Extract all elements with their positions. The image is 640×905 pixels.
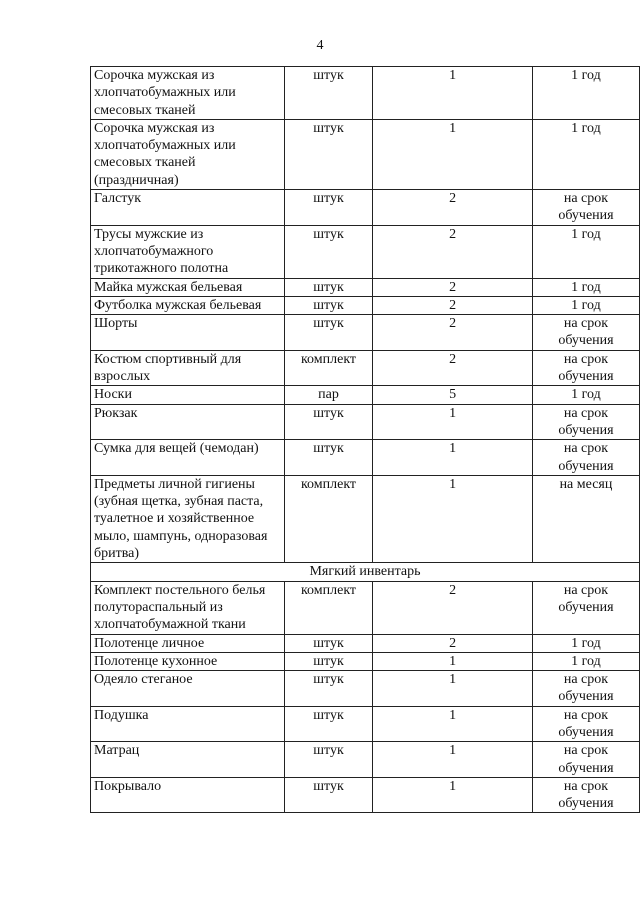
section-heading: Мягкий инвентарь xyxy=(91,563,640,581)
item-name: Сумка для вещей (чемодан) xyxy=(91,440,285,476)
item-unit: штук xyxy=(284,278,373,296)
item-term: 1 год xyxy=(532,225,639,278)
item-term: на срок обучения xyxy=(532,440,639,476)
item-name: Одеяло стеганое xyxy=(91,671,285,707)
table-row xyxy=(91,296,640,314)
item-term: на срок обучения xyxy=(532,706,639,742)
item-quantity: 1 xyxy=(373,652,532,670)
item-unit: пар xyxy=(284,386,373,404)
item-term: 1 год xyxy=(532,652,639,670)
item-term: на срок обучения xyxy=(532,777,639,813)
item-name: Майка мужская бельевая xyxy=(91,278,285,296)
item-name: Носки xyxy=(91,386,285,404)
item-term: на срок обучения xyxy=(532,404,639,440)
table-row xyxy=(91,652,640,670)
item-term: 1 год xyxy=(532,296,639,314)
item-name: Комплект постельного белья полутораспальный из хлопчатобумажной ткани xyxy=(91,581,285,634)
section-row xyxy=(91,563,640,581)
item-term: на срок обучения xyxy=(532,315,639,351)
item-name: Матрац xyxy=(91,742,285,778)
item-term: 1 год xyxy=(532,119,639,189)
item-unit: штук xyxy=(284,634,373,652)
item-quantity: 2 xyxy=(373,315,532,351)
item-name: Сорочка мужская из хлопчатобумажных или смесовых тканей (праздничная) xyxy=(91,119,285,189)
table-row xyxy=(91,225,640,278)
item-quantity: 1 xyxy=(373,440,532,476)
item-quantity: 1 xyxy=(373,671,532,707)
item-quantity: 2 xyxy=(373,581,532,634)
item-name: Костюм спортивный для взрослых xyxy=(91,350,285,386)
item-unit: штук xyxy=(284,404,373,440)
item-quantity: 2 xyxy=(373,278,532,296)
item-term: 1 год xyxy=(532,386,639,404)
item-unit: комплект xyxy=(284,350,373,386)
item-name: Галстук xyxy=(91,190,285,226)
item-name: Покрывало xyxy=(91,777,285,813)
item-unit: штук xyxy=(284,671,373,707)
item-name: Полотенце личное xyxy=(91,634,285,652)
item-unit: штук xyxy=(284,706,373,742)
item-name: Шорты xyxy=(91,315,285,351)
item-quantity: 2 xyxy=(373,190,532,226)
item-unit: штук xyxy=(284,67,373,120)
item-name: Рюкзак xyxy=(91,404,285,440)
item-unit: штук xyxy=(284,440,373,476)
item-unit: штук xyxy=(284,652,373,670)
item-name: Сорочка мужская из хлопчатобумажных или смесовых тканей xyxy=(91,67,285,120)
item-term: на срок обучения xyxy=(532,581,639,634)
table-row xyxy=(91,315,640,351)
table-row xyxy=(91,475,640,562)
table-row xyxy=(91,440,640,476)
item-name: Подушка xyxy=(91,706,285,742)
item-quantity: 1 xyxy=(373,67,532,120)
item-term: 1 год xyxy=(532,634,639,652)
item-quantity: 2 xyxy=(373,350,532,386)
item-name: Полотенце кухонное xyxy=(91,652,285,670)
table-row xyxy=(91,386,640,404)
item-quantity: 2 xyxy=(373,634,532,652)
table-row xyxy=(91,190,640,226)
table-row xyxy=(91,67,640,120)
item-term: на месяц xyxy=(532,475,639,562)
item-unit: штук xyxy=(284,296,373,314)
table-row xyxy=(91,742,640,778)
table-row xyxy=(91,671,640,707)
page-number: 4 xyxy=(316,38,324,53)
item-quantity: 1 xyxy=(373,706,532,742)
supply-table xyxy=(90,66,640,813)
item-name: Предметы личной гигиены (зубная щетка, зубная паста, туалетное и хозяйственное мыло, шампунь, одноразовая бритва) xyxy=(91,475,285,562)
item-name: Трусы мужские из хлопчатобумажного трикотажного полотна xyxy=(91,225,285,278)
item-unit: комплект xyxy=(284,475,373,562)
table-row xyxy=(91,581,640,634)
item-unit: штук xyxy=(284,119,373,189)
item-term: 1 год xyxy=(532,67,639,120)
table-row xyxy=(91,404,640,440)
item-quantity: 1 xyxy=(373,475,532,562)
table-row xyxy=(91,278,640,296)
item-unit: штук xyxy=(284,315,373,351)
item-quantity: 2 xyxy=(373,225,532,278)
item-quantity: 1 xyxy=(373,119,532,189)
table-row xyxy=(91,350,640,386)
item-unit: штук xyxy=(284,777,373,813)
item-term: на срок обучения xyxy=(532,190,639,226)
item-quantity: 1 xyxy=(373,404,532,440)
item-name: Футболка мужская бельевая xyxy=(91,296,285,314)
item-quantity: 5 xyxy=(373,386,532,404)
item-quantity: 2 xyxy=(373,296,532,314)
item-unit: штук xyxy=(284,225,373,278)
item-term: на срок обучения xyxy=(532,742,639,778)
item-term: на срок обучения xyxy=(532,671,639,707)
item-quantity: 1 xyxy=(373,742,532,778)
item-quantity: 1 xyxy=(373,777,532,813)
item-unit: комплект xyxy=(284,581,373,634)
table-row xyxy=(91,706,640,742)
item-unit: штук xyxy=(284,742,373,778)
item-unit: штук xyxy=(284,190,373,226)
item-term: на срок обучения xyxy=(532,350,639,386)
table-row xyxy=(91,777,640,813)
item-term: 1 год xyxy=(532,278,639,296)
table-row xyxy=(91,119,640,189)
table-row xyxy=(91,634,640,652)
